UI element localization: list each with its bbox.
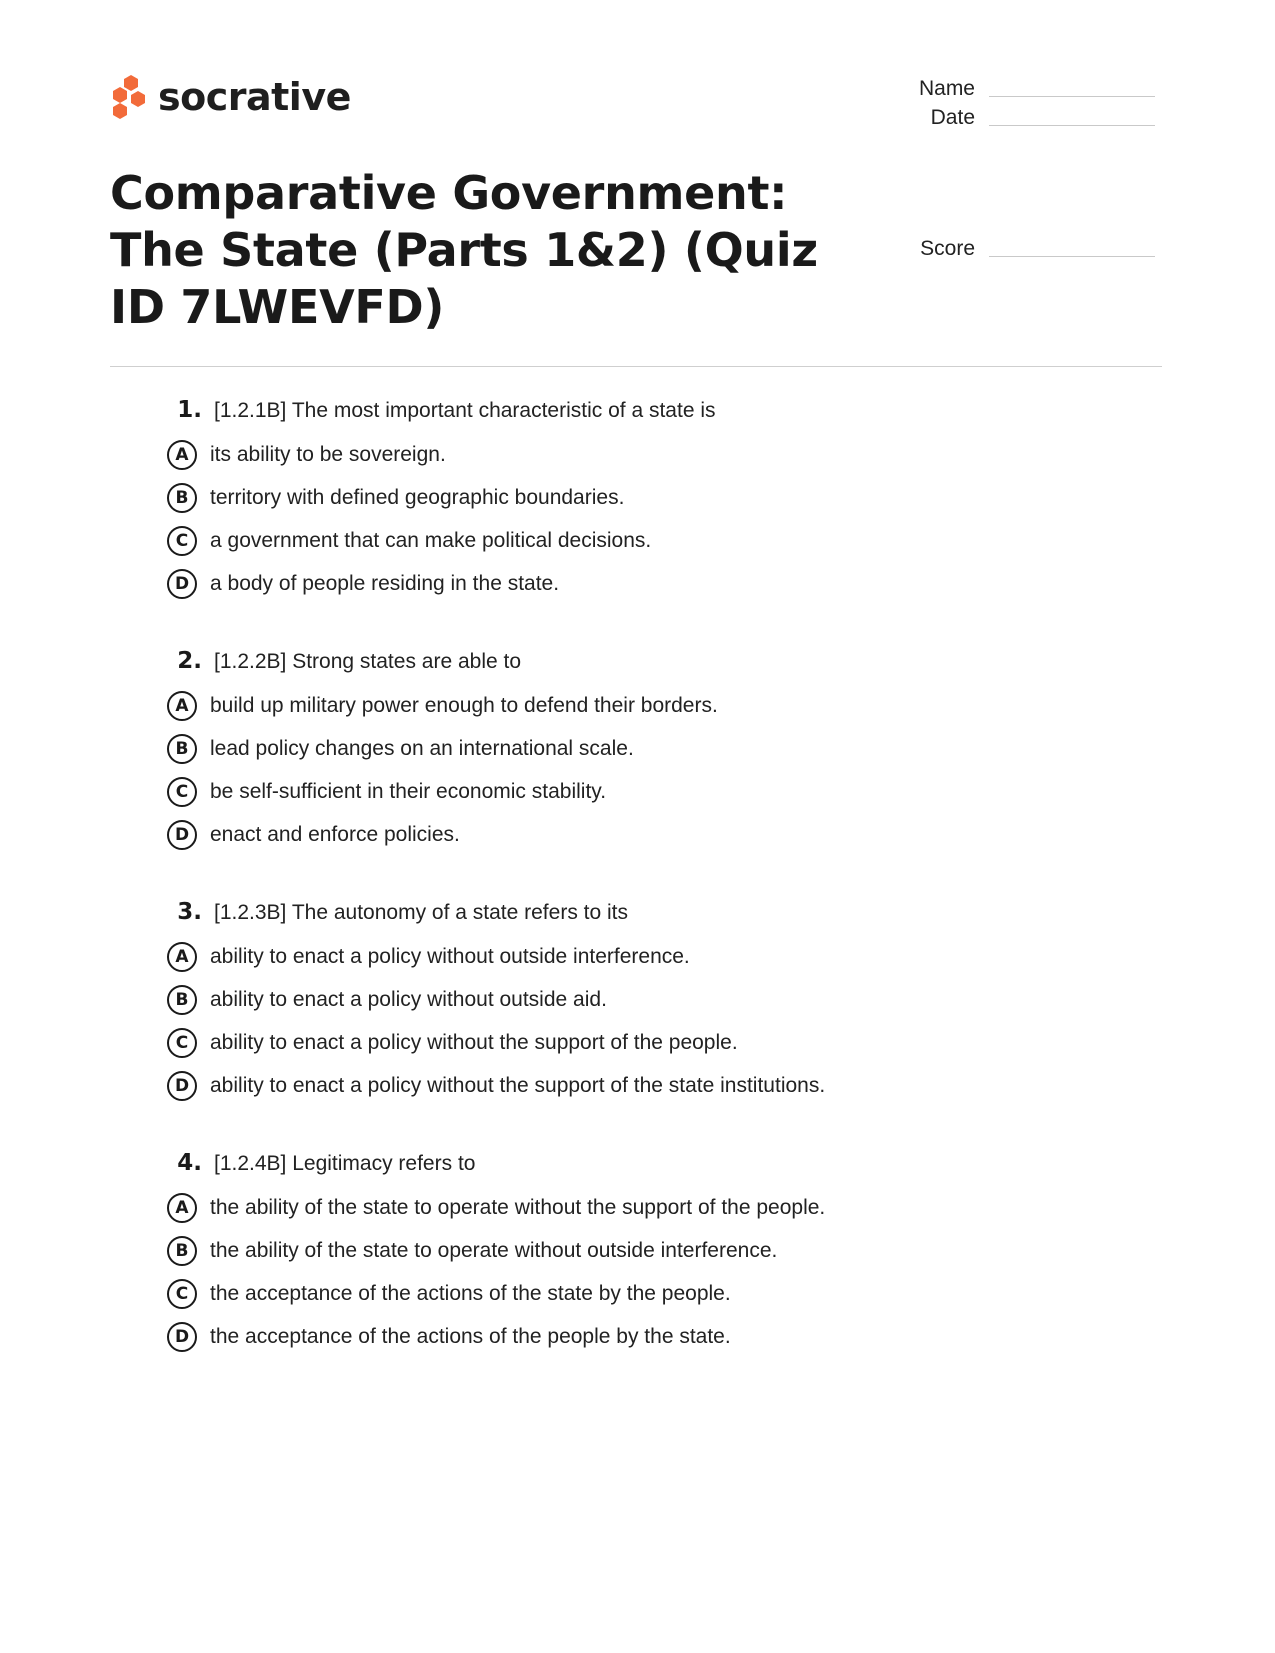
answer-bubble[interactable]: D xyxy=(167,569,197,599)
question-number: 2. xyxy=(177,648,202,674)
question-text: [1.2.3B] The autonomy of a state refers to its xyxy=(214,901,629,924)
option-text: ability to enact a policy without outside aid. xyxy=(210,987,607,1011)
option-text: ability to enact a policy without the support of the state institutions. xyxy=(210,1073,826,1097)
option-a[interactable] xyxy=(160,433,1060,476)
socrative-logo xyxy=(110,72,351,122)
answer-bubble[interactable]: B xyxy=(167,1236,197,1266)
answer-bubble[interactable]: B xyxy=(167,985,197,1015)
option-text: enact and enforce policies. xyxy=(210,822,460,846)
hexagon-cluster-icon xyxy=(110,73,148,121)
option-text: ability to enact a policy without outside interference. xyxy=(210,944,690,968)
option-a[interactable] xyxy=(160,935,1060,978)
option-text: the ability of the state to operate without outside interference. xyxy=(210,1238,778,1262)
option-text: a government that can make political decisions. xyxy=(210,528,652,552)
option-b[interactable] xyxy=(160,978,1060,1021)
option-text: ability to enact a policy without the support of the people. xyxy=(210,1030,738,1054)
question-number: 4. xyxy=(177,1150,202,1176)
name-line xyxy=(989,96,1155,97)
question-3 xyxy=(160,899,1060,1107)
answer-bubble[interactable]: B xyxy=(167,734,197,764)
question-number: 1. xyxy=(177,397,202,423)
question-4 xyxy=(160,1150,1060,1358)
question-2 xyxy=(160,648,1060,856)
option-c[interactable] xyxy=(160,1272,1060,1315)
answer-bubble[interactable]: C xyxy=(167,526,197,556)
option-c[interactable] xyxy=(160,770,1060,813)
answer-bubble[interactable]: D xyxy=(167,1071,197,1101)
option-text: build up military power enough to defend their borders. xyxy=(210,693,718,717)
score-label: Score xyxy=(920,237,975,260)
option-text: the acceptance of the actions of the state by the people. xyxy=(210,1281,731,1305)
score-line xyxy=(989,256,1155,257)
score-field xyxy=(855,238,1275,259)
option-text: the acceptance of the actions of the people by the state. xyxy=(210,1324,731,1348)
option-text: a body of people residing in the state. xyxy=(210,571,560,595)
name-field xyxy=(855,78,1275,99)
answer-bubble[interactable]: A xyxy=(167,691,197,721)
option-d[interactable] xyxy=(160,562,1060,605)
question-number: 3. xyxy=(177,899,202,925)
option-a[interactable] xyxy=(160,1186,1060,1229)
date-field xyxy=(855,107,1275,128)
option-c[interactable] xyxy=(160,519,1060,562)
option-b[interactable] xyxy=(160,476,1060,519)
answer-bubble[interactable]: C xyxy=(167,777,197,807)
question-text: [1.2.2B] Strong states are able to xyxy=(214,650,522,673)
question-text: [1.2.4B] Legitimacy refers to xyxy=(214,1152,476,1175)
option-d[interactable] xyxy=(160,813,1060,856)
question-text: [1.2.1B] The most important characteristic of a state is xyxy=(214,399,716,422)
answer-bubble[interactable]: A xyxy=(167,440,197,470)
option-c[interactable] xyxy=(160,1021,1060,1064)
option-b[interactable] xyxy=(160,1229,1060,1272)
option-d[interactable] xyxy=(160,1064,1060,1107)
brand-name: socrative xyxy=(158,75,351,119)
answer-bubble[interactable]: A xyxy=(167,1193,197,1223)
option-text: lead policy changes on an international scale. xyxy=(210,736,634,760)
answer-bubble[interactable]: A xyxy=(167,942,197,972)
answer-bubble[interactable]: B xyxy=(167,483,197,513)
date-label: Date xyxy=(930,106,975,129)
date-line xyxy=(989,125,1155,126)
option-a[interactable] xyxy=(160,684,1060,727)
answer-bubble[interactable]: D xyxy=(167,1322,197,1352)
option-text: its ability to be sovereign. xyxy=(210,442,446,466)
option-d[interactable] xyxy=(160,1315,1060,1358)
option-b[interactable] xyxy=(160,727,1060,770)
name-label: Name xyxy=(918,77,975,100)
answer-bubble[interactable]: C xyxy=(167,1028,197,1058)
answer-bubble[interactable]: C xyxy=(167,1279,197,1309)
option-text: the ability of the state to operate without the support of the people. xyxy=(210,1195,826,1219)
header-divider xyxy=(110,366,1162,367)
answer-bubble[interactable]: D xyxy=(167,820,197,850)
option-text: territory with defined geographic boundaries. xyxy=(210,485,625,509)
option-text: be self-sufficient in their economic stability. xyxy=(210,779,607,803)
quiz-title: Comparative Government: The State (Parts 1&2) (Quiz ID 7LWEVFD) xyxy=(110,166,818,334)
question-1 xyxy=(160,397,1060,605)
